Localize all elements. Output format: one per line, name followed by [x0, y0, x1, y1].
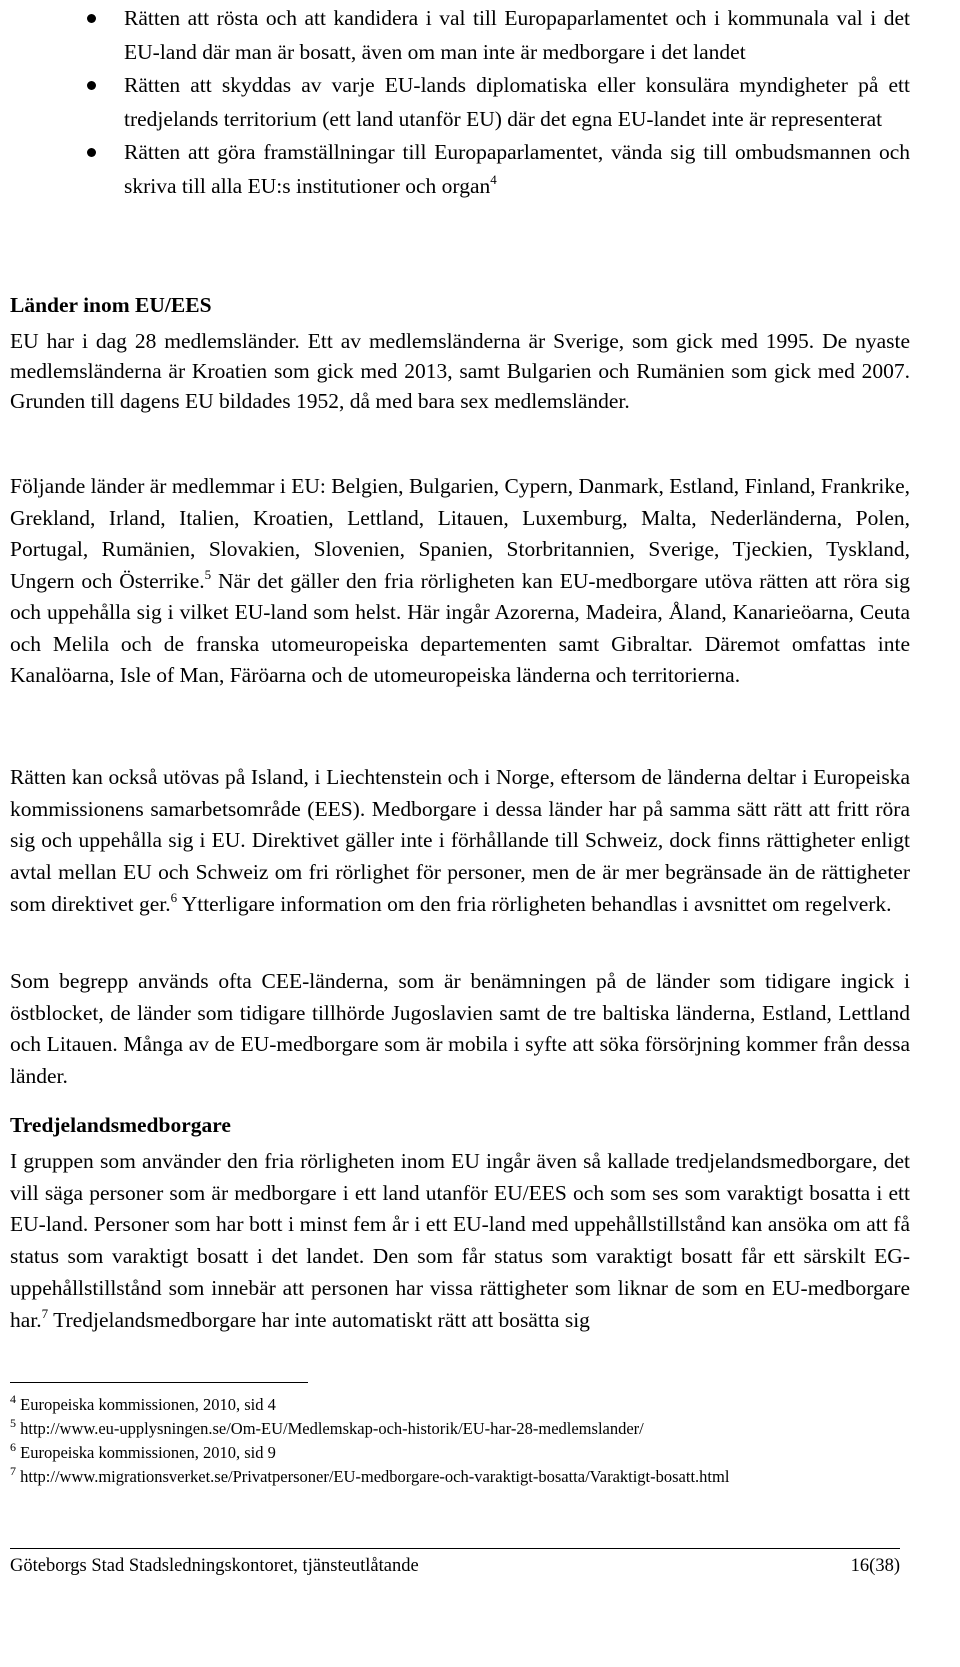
- footer-organization: Göteborgs Stad Stadsledningskontoret, tjänsteutlåtande: [10, 1556, 419, 1576]
- bullet-text: Rätten att skyddas av varje EU-lands diplomatiska eller konsulära myndigheter på ett tredjelands territorium (ett land utanför EU) där det egna EU-landet inte är representerat: [124, 73, 910, 131]
- footnotes: [10, 1393, 910, 1489]
- footnote-text: Europeiska kommissionen, 2010, sid 9: [16, 1443, 276, 1462]
- bullet-item-voting: [0, 2, 960, 69]
- footnote-ref: 7: [41, 1305, 49, 1321]
- bullet-icon: [87, 148, 96, 157]
- footnote-link[interactable]: http://www.migrationsverket.se/Privatpersoner/EU-medborgare-och-varaktigt-bosatta/Varaktigt-bosatt.html: [16, 1467, 730, 1486]
- paragraph: [10, 471, 910, 692]
- footnote-divider: [10, 1382, 308, 1383]
- paragraph-text: När det gäller den fria rörligheten kan EU-medborgare utöva rätten att röra sig och uppehålla sig i vilket EU-land som helst. Här ingår Azorerna, Madeira, Åland, Kanarieöarna, Ceuta och Melila och de franska utomeuropeiska departementen samt Gibraltar. Däremot omfattas inte Kanalöarna, Isle of Man, Färöarna och de utomeuropeiska länderna och territorierna.: [10, 568, 910, 687]
- footnote-6: [10, 1441, 910, 1465]
- page-footer: [10, 1553, 900, 1579]
- paragraph: Som begrepp används ofta CEE-länderna, som är benämningen på de länder som tidigare ingick i östblocket, de länder som tidigare tillhörde Jugoslavien samt de tre baltiska länderna, Estland, Lettland och Litauen. Många av de EU-medborgare som är mobila i syfte att söka försörjning kommer från dessa länder.: [10, 969, 910, 1089]
- paragraph-cee: [10, 966, 910, 1093]
- footnote-7[interactable]: [10, 1465, 910, 1489]
- bullet-icon: [87, 14, 96, 23]
- footnote-ref: 6: [170, 889, 178, 905]
- footnote-number: 4: [10, 1392, 16, 1406]
- footer-divider: [10, 1548, 900, 1549]
- footnote-ref: 5: [204, 566, 212, 582]
- paragraph-ees: [10, 762, 910, 921]
- paragraph-eu-members: [10, 326, 910, 416]
- footnote-text: Europeiska kommissionen, 2010, sid 4: [16, 1395, 276, 1414]
- paragraph-third-country: [10, 1146, 910, 1336]
- paragraph-text: Ytterligare information om den fria rörligheten behandlas i avsnittet om regelverk.: [177, 891, 892, 916]
- section-heading: Länder inom EU/EES: [10, 293, 212, 317]
- paragraph-text: Rätten kan också utövas på Island, i Liechtenstein och i Norge, eftersom de länderna deltar i Europeiska kommissionens samarbetsområde (EES). Medborgare i dessa länder har på samma sätt rätt att fritt röra sig och uppehålla sig i EU. Direktivet gäller inte i förhållande till Schweiz, dock finns rättigheter enligt avtal mellan EU och Schweiz om fri rörlighet för personer, men de är mer begränsade än de rättigheter som direktivet ger.: [10, 765, 910, 916]
- footnote-link[interactable]: http://www.eu-upplysningen.se/Om-EU/Medlemskap-och-historik/EU-har-28-medlemslander/: [16, 1419, 644, 1438]
- footnote-ref: 4: [490, 171, 497, 187]
- bullet-text: Rätten att göra framställningar till Europaparlamentet, vända sig till ombudsmannen och skriva till alla EU:s institutioner och organ: [124, 140, 910, 198]
- paragraph-text: Följande länder är medlemmar i EU: Belgien, Bulgarien, Cypern, Danmark, Estland, Finland, Frankrike, Grekland, Irland, Italien, Kroatien, Lettland, Litauen, Luxemburg, Malta, Nederländerna, Polen, Portugal, Rumänien, Slovakien, Slovenien, Spanien, Storbritannien, Sverige, Tjeckien, Tyskland, Ungern och Österrike.: [10, 474, 910, 593]
- section-heading: Tredjelandsmedborgare: [10, 1113, 231, 1137]
- footnote-number: 6: [10, 1440, 16, 1454]
- paragraph-text: I gruppen som använder den fria rörligheten inom EU ingår även så kallade tredjelandsmedborgare, det vill säga personer som är medborgare i ett land utanför EU/EES och som ses som varaktigt bosatta i ett EU-land. Personer som har bott i minst fem år i ett EU-land med uppehållstillstånd kan ansöka om att få status som varaktigt bosatt i det landet. Den som får status som varaktigt bosatt får ett särskilt EG-uppehållstillstånd som innebär att personen har vissa rättigheter som liknar de som en EU-medborgare har.: [10, 1149, 910, 1332]
- rights-bullet-list: [0, 2, 960, 203]
- footnote-number: 5: [10, 1416, 16, 1430]
- bullet-icon: [87, 81, 96, 90]
- footnote-number: 7: [10, 1464, 16, 1478]
- section-eu-countries: [10, 290, 910, 320]
- paragraph-text: Tredjelandsmedborgare har inte automatiskt rätt att bosätta sig: [48, 1307, 590, 1332]
- paragraph: EU har i dag 28 medlemsländer. Ett av medlemsländerna är Sverige, som gick med 1995. De nyaste medlemsländerna är Kroatien som gick med 2013, samt Bulgarien och Rumänien som gick med 2007. Grunden till dagens EU bildades 1952, då med bara sex medlemsländer.: [10, 329, 910, 413]
- paragraph: [10, 1146, 910, 1336]
- bullet-item-petition: [0, 136, 960, 203]
- section-third-country: [10, 1110, 910, 1140]
- footnote-5[interactable]: [10, 1417, 910, 1441]
- bullet-item-diplomatic-protection: [0, 69, 960, 136]
- paragraph-member-list: [10, 471, 910, 692]
- footnote-4: [10, 1393, 910, 1417]
- page-number: 16(38): [850, 1556, 900, 1576]
- paragraph: [10, 762, 910, 921]
- bullet-text: Rätten att rösta och att kandidera i val till Europaparlamentet och i kommunala val i det EU-land där man är bosatt, även om man inte är medborgare i det landet: [124, 6, 910, 64]
